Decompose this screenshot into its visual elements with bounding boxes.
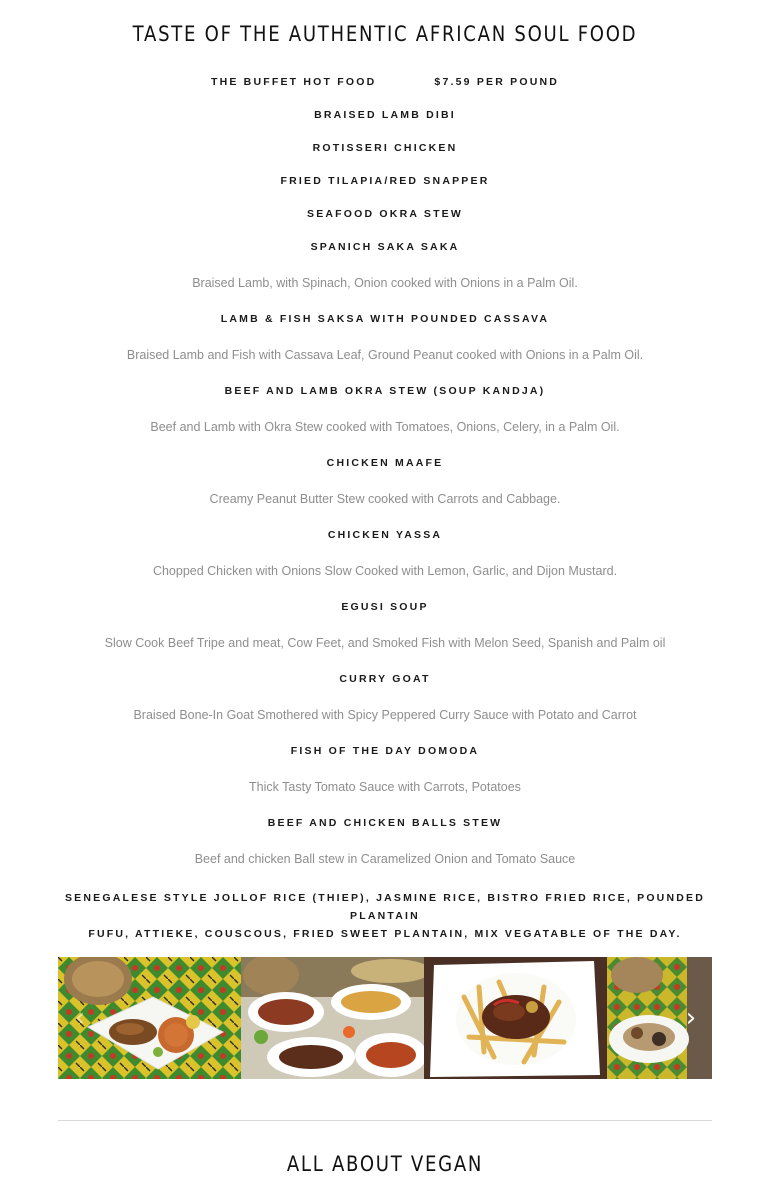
- dish-description: Beef and chicken Ball stew in Caramelized Onion and Tomato Sauce: [194, 852, 576, 866]
- dish-name: FISH OF THE DAY DOMODA: [290, 745, 480, 757]
- dish-name: BEEF AND CHICKEN BALLS STEW: [267, 817, 503, 829]
- menu-title: TASTE OF THE AUTHENTIC AFRICAN SOUL FOOD: [132, 22, 638, 46]
- side-dishes: [40, 889, 730, 943]
- dish-name: BEEF AND LAMB OKRA STEW (SOUP KANDJA): [224, 385, 546, 397]
- dish-name: ROTISSERI CHICKEN: [312, 142, 458, 154]
- dish-description: Thick Tasty Tomato Sauce with Carrots, Potatoes: [249, 780, 521, 794]
- dish-description: Beef and Lamb with Okra Stew cooked with Tomatoes, Onions, Celery, in a Palm Oil.: [150, 420, 620, 434]
- dish-description: Chopped Chicken with Onions Slow Cooked with Lemon, Garlic, and Dijon Mustard.: [152, 564, 618, 578]
- food-photo-3[interactable]: [424, 957, 607, 1079]
- buffet-label: THE BUFFET HOT FOOD: [210, 76, 377, 88]
- carousel-next-button[interactable]: [681, 1003, 701, 1033]
- dish-name: CHICKEN MAAFE: [326, 457, 444, 469]
- buffet-price: $7.59 PER POUND: [434, 76, 560, 88]
- side-dishes-line-1: SENEGALESE STYLE JOLLOF RICE (THIEP), JASMINE RICE, BISTRO FRIED RICE, POUNDED PLANTAIN: [64, 892, 706, 922]
- side-dishes-line-2: FUFU, ATTIEKE, COUSCOUS, FRIED SWEET PLANTAIN, MIX VEGATABLE OF THE DAY.: [88, 928, 682, 940]
- dish-description: Braised Bone-In Goat Smothered with Spicy Peppered Curry Sauce with Potato and Carrot: [133, 708, 637, 722]
- dish-name: EGUSI SOUP: [341, 601, 429, 613]
- vegan-section-title: ALL ABOUT VEGAN: [286, 1152, 484, 1176]
- chevron-right-icon: ›: [685, 1003, 697, 1033]
- dish-description: Braised Lamb and Fish with Cassava Leaf, Ground Peanut cooked with Onions in a Palm Oil.: [126, 348, 644, 362]
- food-photo-carousel[interactable]: [58, 957, 712, 1079]
- dish-name: LAMB & FISH SAKSA WITH POUNDED CASSAVA: [220, 313, 550, 325]
- dish-description: Slow Cook Beef Tripe and meat, Cow Feet, and Smoked Fish with Melon Seed, Spanish and Palm oil: [104, 636, 666, 650]
- buffet-price-row: [0, 76, 770, 88]
- dish-name: CHICKEN YASSA: [327, 529, 443, 541]
- chevron-left-icon: ‹: [74, 1003, 86, 1033]
- section-divider: [58, 1120, 712, 1121]
- dish-name: SPANICH SAKA SAKA: [310, 241, 460, 253]
- dish-name: SEAFOOD OKRA STEW: [306, 208, 463, 220]
- dish-description: Creamy Peanut Butter Stew cooked with Carrots and Cabbage.: [209, 492, 561, 506]
- food-photo-2[interactable]: [241, 957, 424, 1079]
- dish-description: Braised Lamb, with Spinach, Onion cooked with Onions in a Palm Oil.: [192, 276, 578, 290]
- dish-name: CURRY GOAT: [339, 673, 431, 685]
- carousel-prev-button[interactable]: [70, 1003, 90, 1033]
- dish-name: BRAISED LAMB DIBI: [314, 109, 456, 121]
- dish-name: FRIED TILAPIA/RED SNAPPER: [280, 175, 490, 187]
